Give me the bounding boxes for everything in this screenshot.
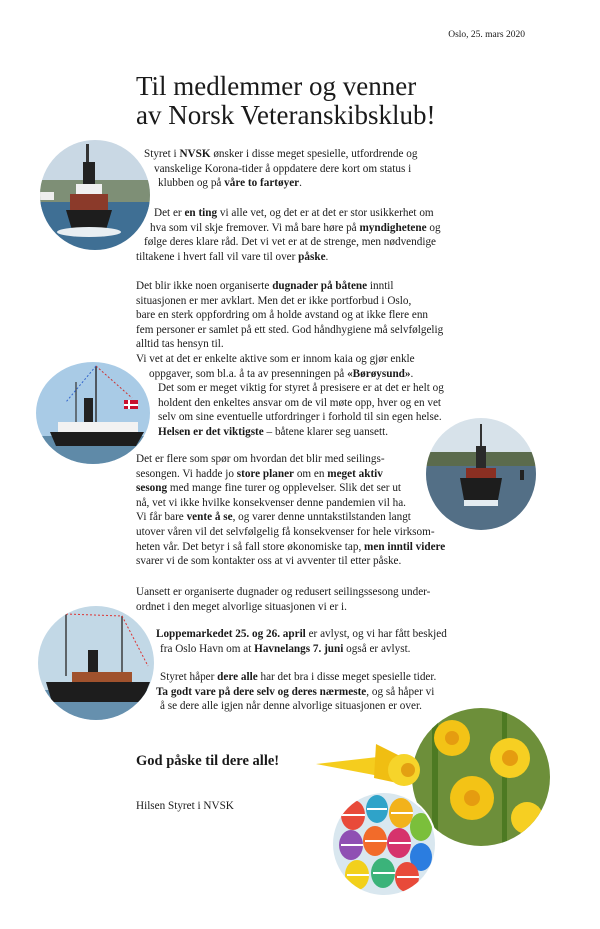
daffodil-flower-overlay: [316, 734, 436, 798]
paragraph-situation: Uansett er organiserte dugnader og redusert seilingssesong under- ordnet i den meget alvorlige situasjonen vi er i.: [136, 586, 431, 613]
signature: Hilsen Styret i NVSK: [136, 800, 234, 812]
paragraph-season: Det er flere som spør om hvordan det blir med seilings- sesongen. Vi hadde jo store planer om en meget aktiv sesong med mange fine turer og opplevelser. Slik det ser ut nå, vet vi ikke hvilke konsekvenser denne pandemien vil ha. Vi får bare vente å se, og varer denne unntakstilstanden langt utover våren vil det selvfølgelig få konsekvenser for hele virksom- heten vår. Det betyr i så fall store økonomiske tap, men inntil videre svarer vi de som kontakter oss at vi avventer til etter påske.: [136, 453, 446, 568]
paragraph-closing: Styret håper dere alle har det bra i disse meget spesielle tider. Ta godt vare på dere selv og deres nærmeste, og så håper vi å se dere alle igjen når denne alvorlige situasjonen er over.: [156, 671, 437, 713]
paragraph-intro: Styret i NVSK ønsker i disse meget spesielle, utfordrende og vanskelige Korona-tider å oppdatere dere kort om status i klubben og på våre to fartøyer.: [144, 148, 418, 190]
paragraph-dugnader: Det blir ikke noen organiserte dugnader på båtene inntil situasjonen er mer avklart. Men det er ikke portforbud i Oslo, bare en sterk oppfordring om å holde avstand og at ikke flere enn fem personer er samlet på ett sted. God håndhygiene må selvfølgelig alltid tas hensyn til.: [136, 280, 444, 351]
letter-title: [136, 72, 556, 130]
paragraph-uncertainty: Det er en ting vi alle vet, og det er at det er stor usikkerhet om hva som vil skje fremover. Vi må bare høre på myndighetene og følge deres klare råd. Det vi vet er at de strenge, men nødvendige tiltakene i hvert fall vil vare til over påske.: [136, 207, 441, 263]
title-line-1: Til medlemmer og venner: [136, 71, 417, 101]
letter-date: Oslo, 25. mars 2020: [448, 30, 525, 40]
paragraph-responsibility: Vi vet at det er enkelte aktive som er innom kaia og gjør enkle oppgaver, som bl.a. å ta av presenningen på «Børøysund». Det som er meget viktig for styret å presisere er at det er helt og holdent den enkeltes ansvar om de vil møte opp, hver og en vet selv om sine eventuelle utfordringer i forhold til sin egen helse. Helsen er det viktigste – båtene klarer seg uansett.: [136, 353, 444, 438]
easter-eggs-photo: [331, 791, 437, 897]
steamship-photo-2: [36, 362, 150, 464]
steamship-photo-4: [38, 606, 154, 720]
title-line-2: av Norsk Veteranskibsklub!: [136, 100, 436, 130]
paragraph-cancellations: Loppemarkedet 25. og 26. april er avlyst, og vi har fått beskjed fra Oslo Havn om at Havnelangs 7. juni også er avlyst.: [156, 628, 447, 655]
steamship-photo-1: [40, 140, 150, 250]
easter-greeting: God påske til dere alle!: [136, 753, 280, 769]
